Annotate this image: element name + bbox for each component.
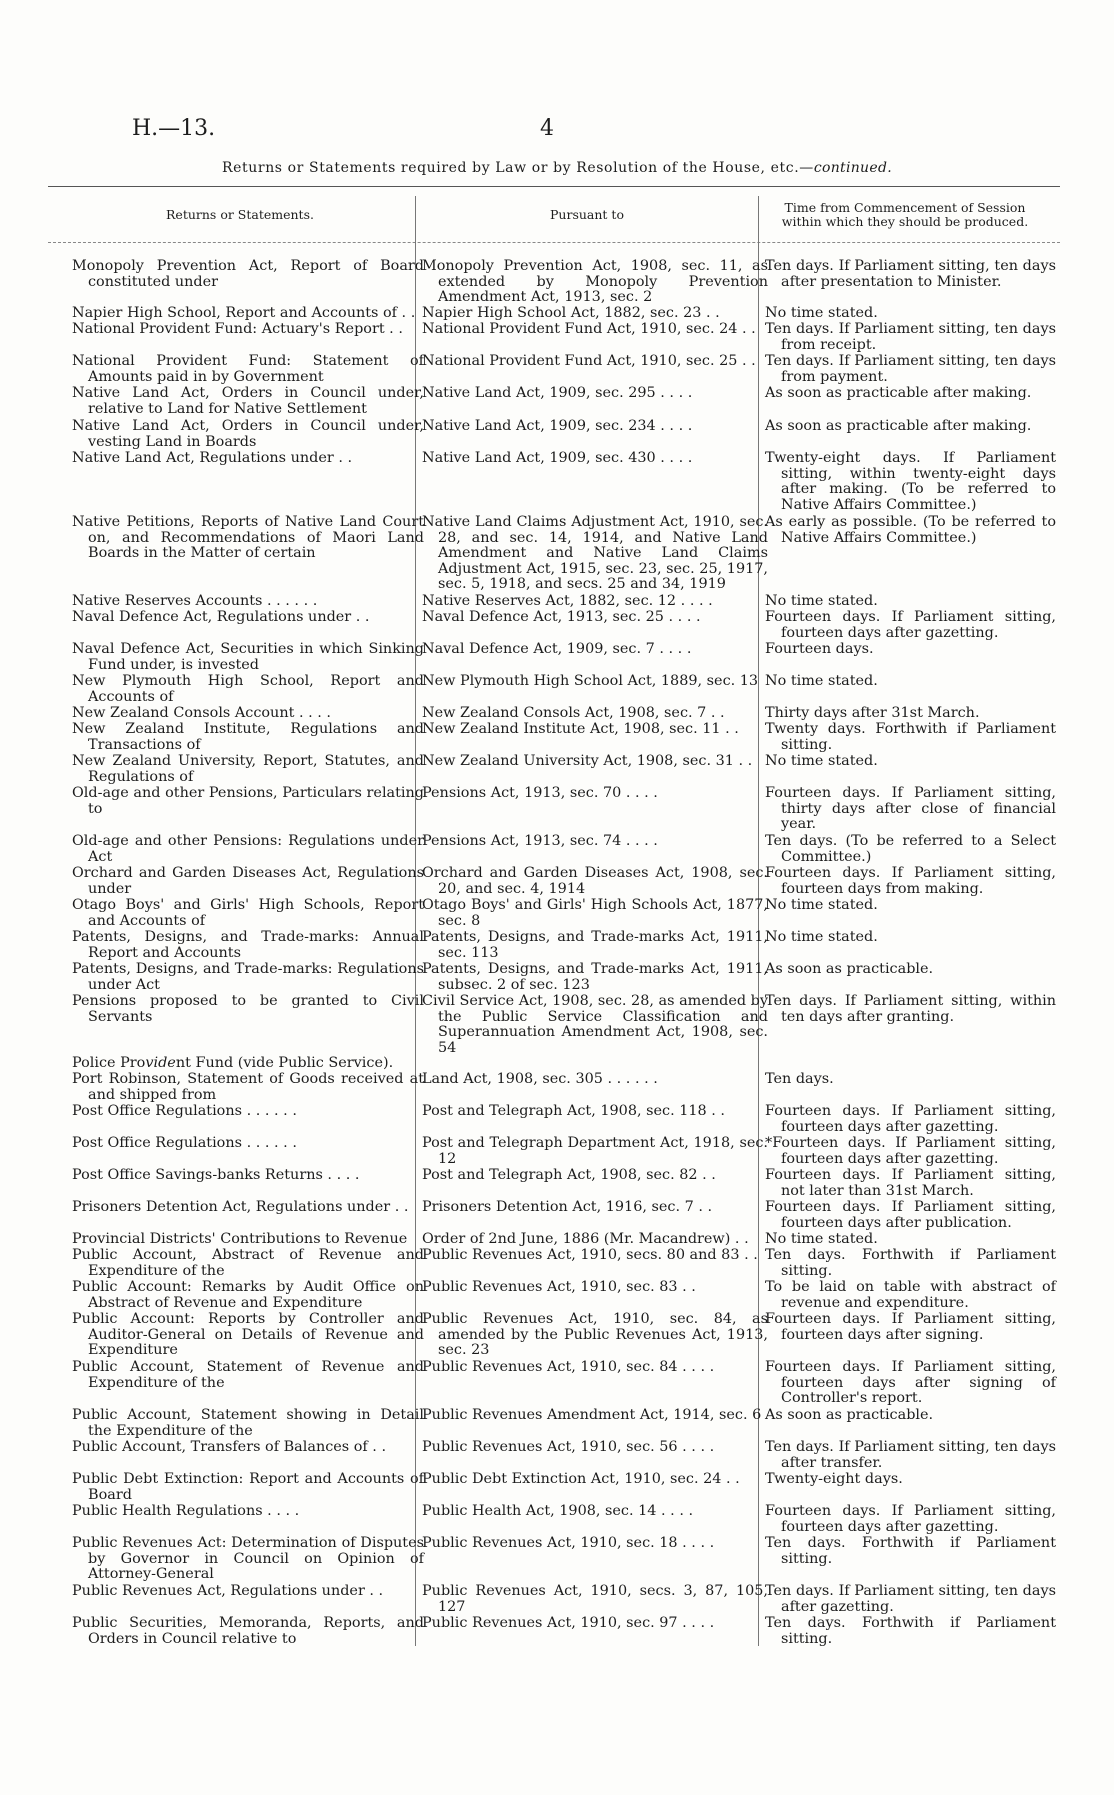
row-time: Ten days. If Parliament sitting, within ten days after granting. [765,993,1056,1025]
row-pursuant: Native Land Act, 1909, sec. 430 . . . . [422,450,693,466]
row-pursuant: Civil Service Act, 1908, sec. 28, as amended by the Public Service Classification and Superannuation Amendment Act, 1908, sec. 54 [422,993,768,1056]
title-continued: continued. [813,160,892,176]
row-returns: Post Office Regulations . . . . . . [72,1135,297,1151]
row-returns: Old-age and other Pensions: Regulations under Act [72,833,424,865]
row-pursuant: Public Revenues Act, 1910, sec. 97 . . . . [422,1615,715,1631]
row-returns: Native Land Act, Regulations under . . [72,450,353,466]
row-time: Fourteen days. If Parliament sitting, fourteen days after publication. [765,1199,1056,1231]
row-time: Fourteen days. If Parliament sitting, fourteen days after signing. [765,1311,1056,1343]
row-time: Fourteen days. If Parliament sitting, not later than 31st March. [765,1167,1056,1199]
row-pursuant: Native Land Claims Adjustment Act, 1910, sec. 28, and sec. 14, 1914, and Native Land Amendment and Native Land Claims Adjustment Act, 1915, sec. 23, sec. 25, 1917, sec. 5, 1918, and secs. 25 and 34, 1919 [422,514,768,593]
row-pursuant: New Zealand Consols Act, 1908, sec. 7 . . [422,705,725,721]
row-time: Fourteen days. If Parliament sitting, fourteen days after gazetting. [765,1103,1056,1135]
row-returns: New Zealand Institute, Regulations and Transactions of [72,721,424,753]
row-returns: Post Office Savings-banks Returns . . . . [72,1167,360,1183]
row-time: As soon as practicable. [765,1407,934,1423]
row-time: Ten days. If Parliament sitting, ten days from receipt. [765,321,1056,353]
row-returns: Public Debt Extinction: Report and Accounts of Board [72,1471,424,1503]
row-time: Ten days. (To be referred to a Select Committee.) [765,833,1056,865]
row-time: Fourteen days. If Parliament sitting, fourteen days after gazetting. [765,1503,1056,1535]
row-time: Ten days. [765,1071,834,1087]
row-returns: Pensions proposed to be granted to Civil Servants [72,993,424,1025]
row-pursuant: Public Revenues Act, 1910, secs. 3, 87, 105, 127 [422,1583,768,1615]
row-time: Fourteen days. If Parliament sitting, fourteen days from making. [765,865,1056,897]
row-pursuant: Post and Telegraph Act, 1908, sec. 118 . . [422,1103,726,1119]
row-time: Ten days. If Parliament sitting, ten days after transfer. [765,1439,1056,1471]
row-time: Thirty days after 31st March. [765,705,980,721]
row-time: No time stated. [765,1231,878,1247]
row-pursuant: Public Revenues Amendment Act, 1914, sec. 6 [422,1407,762,1423]
row-pursuant: Napier High School Act, 1882, sec. 23 . . [422,305,720,321]
row-pursuant: Public Revenues Act, 1910, sec. 84 . . . . [422,1359,715,1375]
row-pursuant: Public Revenues Act, 1910, sec. 56 . . . . [422,1439,715,1455]
row-time: To be laid on table with abstract of revenue and expenditure. [765,1279,1056,1311]
row-returns: Patents, Designs, and Trade-marks: Annual Report and Accounts [72,929,424,961]
row-time: No time stated. [765,305,878,321]
row-pursuant: National Provident Fund Act, 1910, sec. 24 . . [422,321,756,337]
top-rule [48,186,1060,187]
row-time: Twenty-eight days. If Parliament sitting, within twenty-eight days after making. (To be referred to Native Affairs Committee.) [765,450,1056,513]
row-pursuant: Pensions Act, 1913, sec. 70 . . . . [422,785,658,801]
row-pursuant: Naval Defence Act, 1909, sec. 7 . . . . [422,641,692,657]
row-returns: New Zealand Consols Account . . . . [72,705,331,721]
row-returns: Monopoly Prevention Act, Report of Board constituted under [72,258,424,290]
row-time: Ten days. Forthwith if Parliament sitting. [765,1247,1056,1279]
row-returns: Orchard and Garden Diseases Act, Regulations under [72,865,424,897]
column-header-time: Time from Commencement of Session within which they should be produced. [781,200,1029,229]
row-pursuant: Patents, Designs, and Trade-marks Act, 1911, sec. 113 [422,929,768,961]
row-returns: National Provident Fund: Actuary's Report . . [72,321,403,337]
vide-italic: vide [145,1055,176,1071]
row-time: Twenty-eight days. [765,1471,903,1487]
row-returns: Post Office Regulations . . . . . . [72,1103,297,1119]
row-returns: Public Account: Reports by Controller and Auditor-General on Details of Revenue and Expenditure [72,1311,424,1359]
row-time: Fourteen days. If Parliament sitting, fourteen days after signing of Controller's report. [765,1359,1056,1407]
row-returns-cross-reference [72,1056,424,1072]
page-number: 4 [540,116,554,141]
row-returns: Public Health Regulations . . . . [72,1503,300,1519]
row-time: No time stated. [765,593,878,609]
row-pursuant: Pensions Act, 1913, sec. 74 . . . . [422,833,658,849]
row-pursuant: Public Revenues Act, 1910, sec. 18 . . . . [422,1535,715,1551]
row-returns: Native Land Act, Orders in Council under, relative to Land for Native Settlement [72,385,424,417]
row-returns: Public Account, Statement of Revenue and Expenditure of the [72,1359,424,1391]
row-time: Twenty days. Forthwith if Parliament sitting. [765,721,1056,753]
row-time: Fourteen days. If Parliament sitting, fourteen days after gazetting. [765,609,1056,641]
row-pursuant: Public Revenues Act, 1910, sec. 84, as amended by the Public Revenues Act, 1913, sec. 23 [422,1311,768,1359]
row-pursuant: New Zealand Institute Act, 1908, sec. 11 . . [422,721,739,737]
row-pursuant: Otago Boys' and Girls' High Schools Act, 1877, sec. 8 [422,897,768,929]
title-main: Returns or Statements required by Law or by Resolution of the House, etc.— [222,160,814,176]
row-pursuant: Native Reserves Act, 1882, sec. 12 . . . . [422,593,713,609]
row-pursuant: Native Land Act, 1909, sec. 234 . . . . [422,418,693,434]
header-rule [48,242,1060,243]
row-returns: Old-age and other Pensions, Particulars relating to [72,785,424,817]
row-returns: Prisoners Detention Act, Regulations under . . [72,1199,409,1215]
row-pursuant: Public Debt Extinction Act, 1910, sec. 24 . . [422,1471,740,1487]
row-returns: Public Account: Remarks by Audit Office on Abstract of Revenue and Expenditure [72,1279,424,1311]
row-returns: Native Reserves Accounts . . . . . . [72,593,318,609]
row-pursuant: Monopoly Prevention Act, 1908, sec. 11, as extended by Monopoly Prevention Amendment Act, 1913, sec. 2 [422,258,768,306]
row-returns: Patents, Designs, and Trade-marks: Regulations under Act [72,961,424,993]
row-pursuant: Public Revenues Act, 1910, secs. 80 and 83 . . [422,1247,758,1263]
row-returns: Port Robinson, Statement of Goods received at and shipped from [72,1071,424,1103]
row-pursuant: Native Land Act, 1909, sec. 295 . . . . [422,385,693,401]
row-time: Ten days. Forthwith if Parliament sitting. [765,1535,1056,1567]
row-time: Ten days. If Parliament sitting, ten days after gazetting. [765,1583,1056,1615]
row-pursuant: Prisoners Detention Act, 1916, sec. 7 . . [422,1199,713,1215]
row-pursuant: Public Revenues Act, 1910, sec. 83 . . [422,1279,696,1295]
row-time: No time stated. [765,673,878,689]
row-pursuant: Naval Defence Act, 1913, sec. 25 . . . . [422,609,701,625]
row-pursuant: Public Health Act, 1908, sec. 14 . . . . [422,1503,694,1519]
row-returns: Napier High School, Report and Accounts of . . [72,305,416,321]
column-header-returns: Returns or Statements. [166,207,314,222]
row-pursuant: Order of 2nd June, 1886 (Mr. Macandrew) . . [422,1231,749,1247]
row-time: *Fourteen days. If Parliament sitting, fourteen days after gazetting. [765,1135,1056,1167]
row-time: No time stated. [765,897,878,913]
row-pursuant: Land Act, 1908, sec. 305 . . . . . . [422,1071,658,1087]
row-pursuant: New Plymouth High School Act, 1889, sec. 13 [422,673,759,689]
row-pursuant: Patents, Designs, and Trade-marks Act, 1911, subsec. 2 of sec. 123 [422,961,768,993]
row-returns: Provincial Districts' Contributions to Revenue [72,1231,408,1247]
row-returns: Native Petitions, Reports of Native Land Court on, and Recommendations of Maori Land Boards in the Matter of certain [72,514,424,562]
row-returns: New Zealand University, Report, Statutes, and Regulations of [72,753,424,785]
row-returns: Public Securities, Memoranda, Reports, and Orders in Council relative to [72,1615,424,1647]
row-returns: New Plymouth High School, Report and Accounts of [72,673,424,705]
row-pursuant: Post and Telegraph Act, 1908, sec. 82 . . [422,1167,716,1183]
row-time: Fourteen days. If Parliament sitting, thirty days after close of financial year. [765,785,1056,833]
row-time: Ten days. If Parliament sitting, ten days from payment. [765,353,1056,385]
row-time: Fourteen days. [765,641,874,657]
row-returns: Naval Defence Act, Regulations under . . [72,609,370,625]
row-time: No time stated. [765,753,878,769]
row-pursuant: Orchard and Garden Diseases Act, 1908, sec. 20, and sec. 4, 1914 [422,865,768,897]
row-pursuant: Post and Telegraph Department Act, 1918, sec. 12 [422,1135,768,1167]
row-time: Ten days. Forthwith if Parliament sitting. [765,1615,1056,1647]
row-time: No time stated. [765,929,878,945]
row-time: As soon as practicable after making. [765,418,1032,434]
row-pursuant: New Zealand University Act, 1908, sec. 31 . . [422,753,753,769]
cross-reference-text: Police Provident Fund (vide Public Service). [72,1055,394,1071]
column-header-pursuant: Pursuant to [550,207,624,222]
row-time: As soon as practicable. [765,961,934,977]
page-title [0,160,1114,176]
document-reference: H.—13. [132,116,216,141]
row-returns: Public Account, Abstract of Revenue and Expenditure of the [72,1247,424,1279]
row-returns: Public Account, Statement showing in Detail the Expenditure of the [72,1407,424,1439]
row-returns: Public Account, Transfers of Balances of . . [72,1439,387,1455]
row-returns: Native Land Act, Orders in Council under, vesting Land in Boards [72,418,424,450]
row-returns: Public Revenues Act: Determination of Disputes by Governor in Council on Opinion of Attorney-General [72,1535,424,1583]
row-returns: Otago Boys' and Girls' High Schools, Report and Accounts of [72,897,424,929]
row-time: As soon as practicable after making. [765,385,1032,401]
row-time: Ten days. If Parliament sitting, ten days after presentation to Minister. [765,258,1056,290]
row-returns: National Provident Fund: Statement of Amounts paid in by Government [72,353,424,385]
row-time: As early as possible. (To be referred to Native Affairs Committee.) [765,514,1056,546]
row-pursuant: National Provident Fund Act, 1910, sec. 25 . . [422,353,756,369]
row-returns: Naval Defence Act, Securities in which Sinking Fund under, is invested [72,641,424,673]
row-returns: Public Revenues Act, Regulations under . . [72,1583,384,1599]
